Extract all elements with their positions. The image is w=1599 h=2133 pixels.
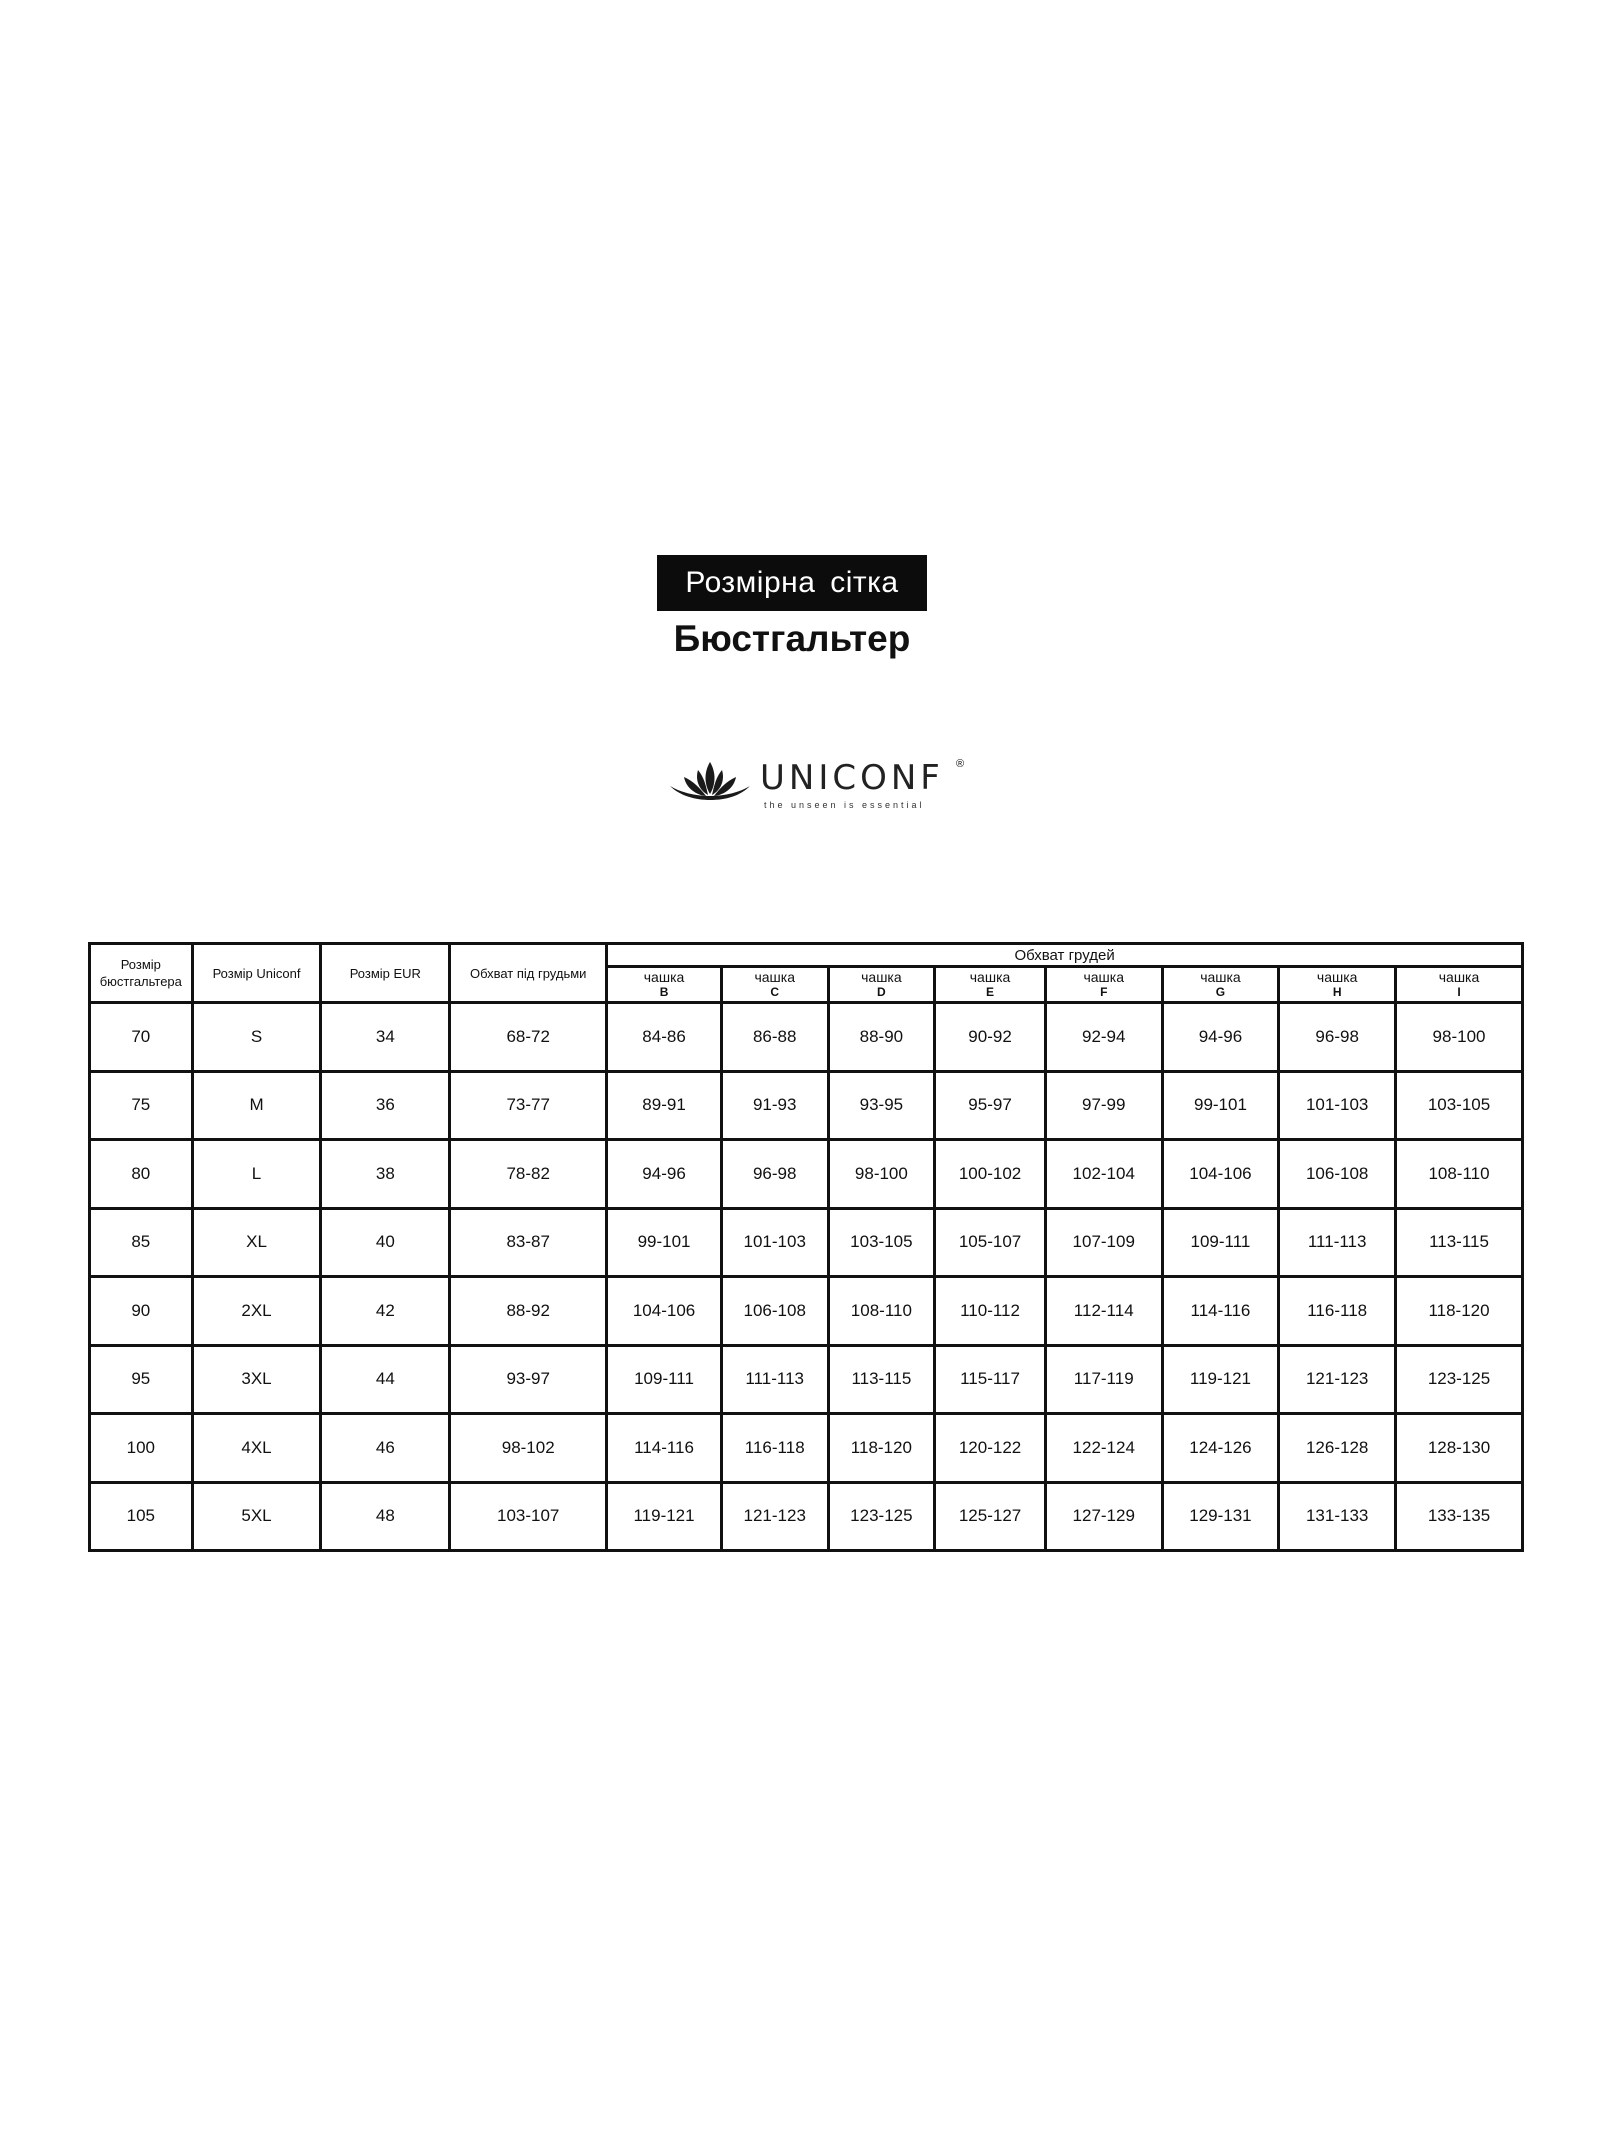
cell-chest-cup: 102-104 — [1045, 1140, 1162, 1209]
cell-underbust: 73-77 — [450, 1071, 607, 1140]
cell-bra-size: 85 — [90, 1208, 193, 1277]
table-row — [90, 1208, 1523, 1277]
header-chest: Обхват грудей — [607, 944, 1523, 967]
size-chart-table — [88, 942, 1524, 1552]
cell-chest-cup: 125-127 — [935, 1482, 1046, 1551]
cell-chest-cup: 112-114 — [1045, 1277, 1162, 1346]
cell-chest-cup: 103-105 — [828, 1208, 935, 1277]
table-row — [90, 1345, 1523, 1414]
cell-chest-cup: 116-118 — [1279, 1277, 1396, 1346]
page-subtitle: Бюстгальтер — [673, 618, 911, 659]
header-cup-f: чашка F — [1045, 967, 1162, 1003]
cell-bra-size: 90 — [90, 1277, 193, 1346]
cell-chest-cup: 94-96 — [607, 1140, 722, 1209]
header-cup-g: чашка G — [1162, 967, 1279, 1003]
cell-chest-cup: 104-106 — [1162, 1140, 1279, 1209]
cell-chest-cup: 103-105 — [1396, 1071, 1523, 1140]
cell-uniconf-size: S — [192, 1003, 321, 1072]
cell-uniconf-size: L — [192, 1140, 321, 1209]
cell-chest-cup: 114-116 — [1162, 1277, 1279, 1346]
cell-uniconf-size: 3XL — [192, 1345, 321, 1414]
cell-eur-size: 40 — [321, 1208, 450, 1277]
cell-chest-cup: 121-123 — [1279, 1345, 1396, 1414]
cell-uniconf-size: M — [192, 1071, 321, 1140]
cell-chest-cup: 118-120 — [828, 1414, 935, 1483]
cell-chest-cup: 96-98 — [721, 1140, 828, 1209]
cell-uniconf-size: 5XL — [192, 1482, 321, 1551]
header-cup-b: чашка B — [607, 967, 722, 1003]
cell-eur-size: 38 — [321, 1140, 450, 1209]
cell-chest-cup: 106-108 — [721, 1277, 828, 1346]
cell-uniconf-size: XL — [192, 1208, 321, 1277]
cell-chest-cup: 123-125 — [1396, 1345, 1523, 1414]
header-bra-size: Розмір бюстгальтера — [90, 944, 193, 1003]
cell-underbust: 103-107 — [450, 1482, 607, 1551]
cell-chest-cup: 111-113 — [721, 1345, 828, 1414]
cell-eur-size: 34 — [321, 1003, 450, 1072]
cell-chest-cup: 128-130 — [1396, 1414, 1523, 1483]
header-cup-c: чашка C — [721, 967, 828, 1003]
cell-chest-cup: 107-109 — [1045, 1208, 1162, 1277]
cell-chest-cup: 111-113 — [1279, 1208, 1396, 1277]
brand-logo — [668, 756, 968, 816]
cell-chest-cup: 113-115 — [828, 1345, 935, 1414]
cell-chest-cup: 127-129 — [1045, 1482, 1162, 1551]
cell-chest-cup: 120-122 — [935, 1414, 1046, 1483]
cell-chest-cup: 121-123 — [721, 1482, 828, 1551]
cell-chest-cup: 110-112 — [935, 1277, 1046, 1346]
cell-chest-cup: 86-88 — [721, 1003, 828, 1072]
cell-underbust: 88-92 — [450, 1277, 607, 1346]
cell-bra-size: 105 — [90, 1482, 193, 1551]
lotus-icon — [668, 760, 752, 804]
cell-chest-cup: 118-120 — [1396, 1277, 1523, 1346]
cell-chest-cup: 99-101 — [607, 1208, 722, 1277]
cell-eur-size: 42 — [321, 1277, 450, 1346]
cell-chest-cup: 124-126 — [1162, 1414, 1279, 1483]
cell-bra-size: 100 — [90, 1414, 193, 1483]
page-title: Розмірна сітка — [657, 555, 927, 611]
cell-underbust: 68-72 — [450, 1003, 607, 1072]
header-eur-size: Розмір EUR — [321, 944, 450, 1003]
cell-bra-size: 80 — [90, 1140, 193, 1209]
cell-chest-cup: 84-86 — [607, 1003, 722, 1072]
cell-eur-size: 48 — [321, 1482, 450, 1551]
cell-chest-cup: 89-91 — [607, 1071, 722, 1140]
cell-chest-cup: 97-99 — [1045, 1071, 1162, 1140]
header-cup-d: чашка D — [828, 967, 935, 1003]
cell-chest-cup: 119-121 — [607, 1482, 722, 1551]
cell-underbust: 83-87 — [450, 1208, 607, 1277]
cell-uniconf-size: 4XL — [192, 1414, 321, 1483]
cell-eur-size: 36 — [321, 1071, 450, 1140]
cell-chest-cup: 123-125 — [828, 1482, 935, 1551]
cell-underbust: 78-82 — [450, 1140, 607, 1209]
cell-chest-cup: 101-103 — [1279, 1071, 1396, 1140]
cell-chest-cup: 96-98 — [1279, 1003, 1396, 1072]
cell-chest-cup: 105-107 — [935, 1208, 1046, 1277]
cell-chest-cup: 92-94 — [1045, 1003, 1162, 1072]
cell-chest-cup: 122-124 — [1045, 1414, 1162, 1483]
cell-underbust: 93-97 — [450, 1345, 607, 1414]
table-row — [90, 1003, 1523, 1072]
cell-chest-cup: 116-118 — [721, 1414, 828, 1483]
cell-chest-cup: 133-135 — [1396, 1482, 1523, 1551]
cell-chest-cup: 88-90 — [828, 1003, 935, 1072]
cell-eur-size: 44 — [321, 1345, 450, 1414]
cell-chest-cup: 95-97 — [935, 1071, 1046, 1140]
cell-chest-cup: 109-111 — [1162, 1208, 1279, 1277]
cell-chest-cup: 126-128 — [1279, 1414, 1396, 1483]
cell-eur-size: 46 — [321, 1414, 450, 1483]
cell-chest-cup: 131-133 — [1279, 1482, 1396, 1551]
cell-chest-cup: 108-110 — [828, 1277, 935, 1346]
cell-chest-cup: 101-103 — [721, 1208, 828, 1277]
table-row — [90, 1277, 1523, 1346]
header-cup-h: чашка H — [1279, 967, 1396, 1003]
cell-chest-cup: 129-131 — [1162, 1482, 1279, 1551]
table-row — [90, 1071, 1523, 1140]
cell-chest-cup: 94-96 — [1162, 1003, 1279, 1072]
cell-chest-cup: 98-100 — [1396, 1003, 1523, 1072]
cell-chest-cup: 93-95 — [828, 1071, 935, 1140]
cell-chest-cup: 115-117 — [935, 1345, 1046, 1414]
cell-bra-size: 75 — [90, 1071, 193, 1140]
logo-registered-mark: ® — [956, 758, 965, 770]
cell-chest-cup: 99-101 — [1162, 1071, 1279, 1140]
cell-chest-cup: 119-121 — [1162, 1345, 1279, 1414]
logo-wordmark: UNICONF — [760, 758, 944, 798]
cell-chest-cup: 91-93 — [721, 1071, 828, 1140]
cell-chest-cup: 113-115 — [1396, 1208, 1523, 1277]
table-row — [90, 1414, 1523, 1483]
table-row — [90, 1482, 1523, 1551]
table-row — [90, 1140, 1523, 1209]
cell-chest-cup: 117-119 — [1045, 1345, 1162, 1414]
cell-chest-cup: 90-92 — [935, 1003, 1046, 1072]
cell-chest-cup: 100-102 — [935, 1140, 1046, 1209]
cell-chest-cup: 106-108 — [1279, 1140, 1396, 1209]
cell-uniconf-size: 2XL — [192, 1277, 321, 1346]
cell-chest-cup: 114-116 — [607, 1414, 722, 1483]
cell-underbust: 98-102 — [450, 1414, 607, 1483]
header-uniconf-size: Розмір Uniconf — [192, 944, 321, 1003]
cell-bra-size: 95 — [90, 1345, 193, 1414]
header-cup-e: чашка E — [935, 967, 1046, 1003]
cell-chest-cup: 104-106 — [607, 1277, 722, 1346]
cell-chest-cup: 109-111 — [607, 1345, 722, 1414]
logo-tagline: the unseen is essential — [764, 800, 925, 810]
cell-chest-cup: 108-110 — [1396, 1140, 1523, 1209]
header-cup-i: чашка I — [1396, 967, 1523, 1003]
cell-chest-cup: 98-100 — [828, 1140, 935, 1209]
cell-bra-size: 70 — [90, 1003, 193, 1072]
header-underbust: Обхват під грудьми — [450, 944, 607, 1003]
